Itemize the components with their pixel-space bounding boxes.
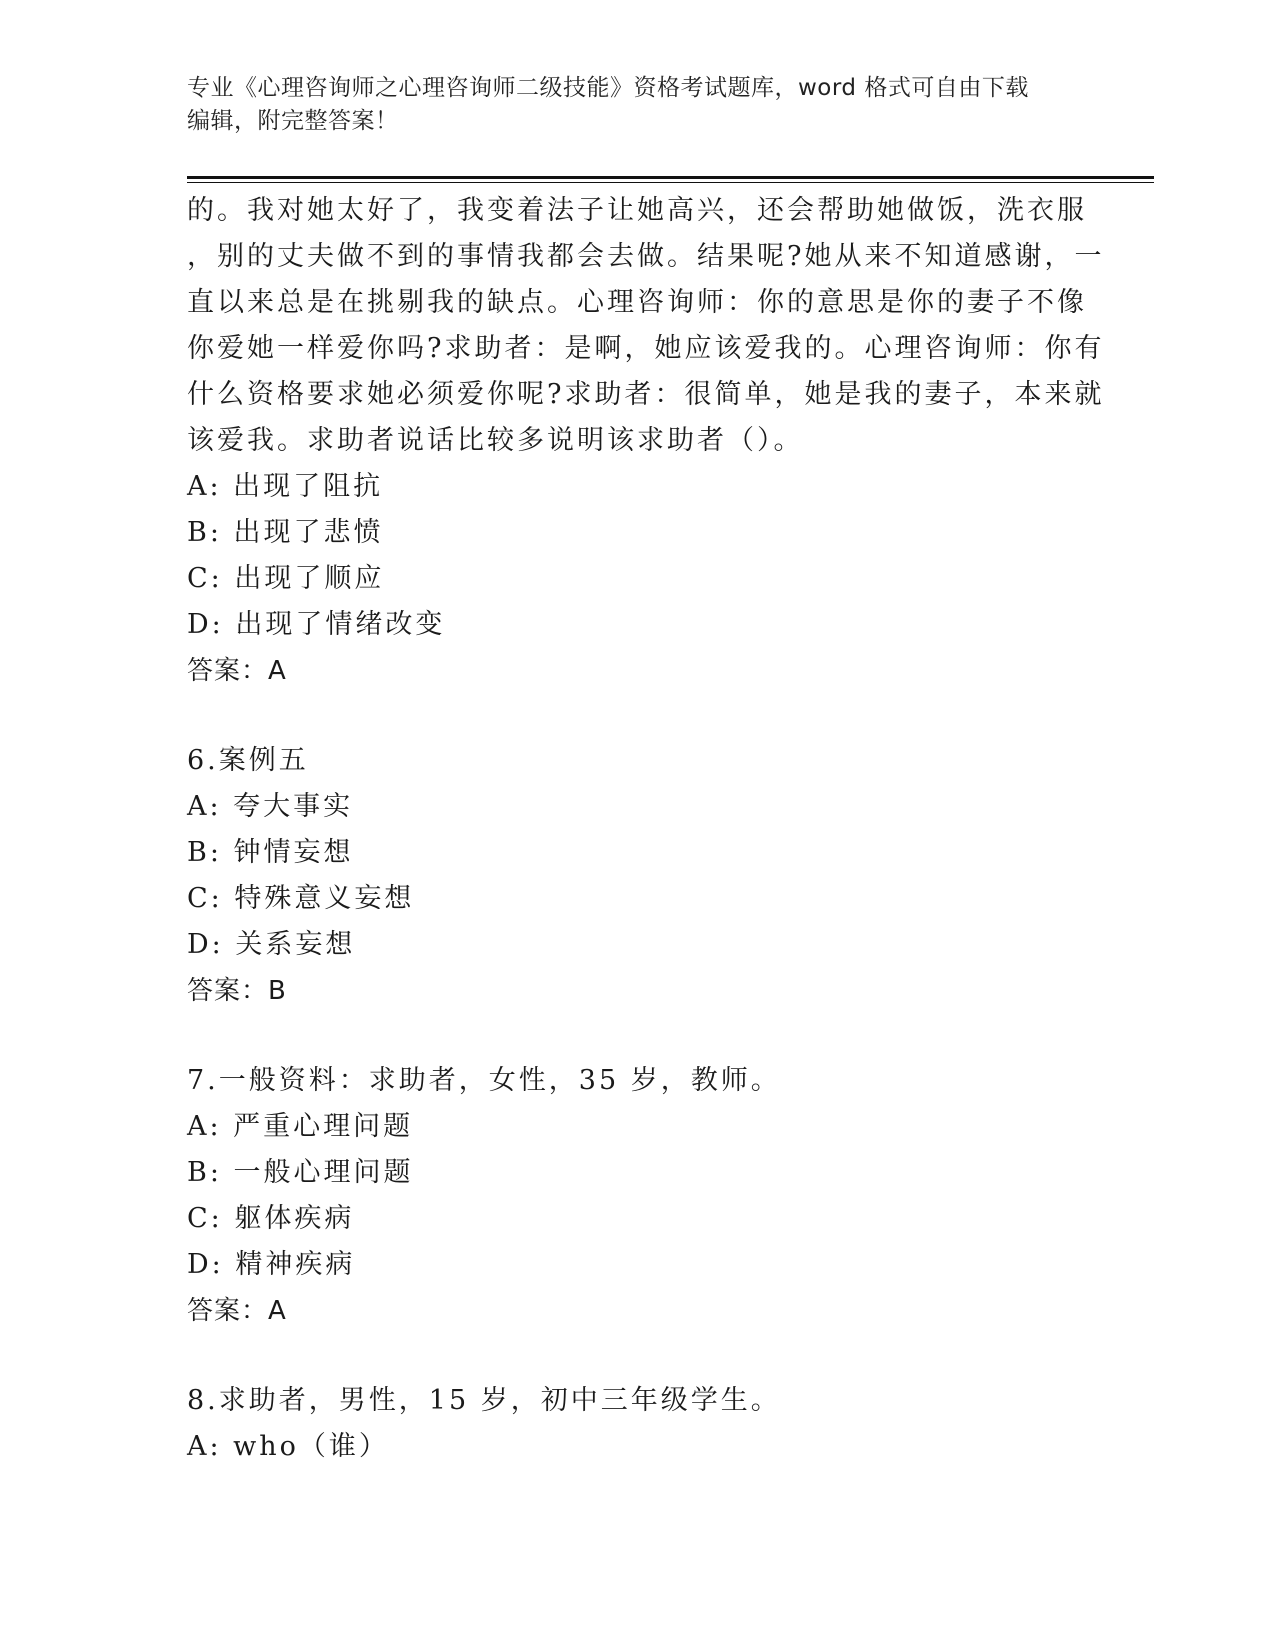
question-7 — [187, 1058, 1087, 1334]
question-text-line: 什么资格要求她必须爱你呢?求助者：很简单，她是我的妻子，本来就 — [187, 379, 1105, 410]
question-title: 6.案例五 — [187, 745, 309, 776]
question-title: 7.一般资料：求助者，女性，35 岁，教师。 — [187, 1065, 781, 1096]
question-text-line: 该爱我。求助者说话比较多说明该求助者（）。 — [187, 425, 804, 456]
question-title: 8.求助者，男性，15 岁，初中三年级学生。 — [187, 1385, 781, 1416]
option-d: D: 出现了情绪改变 — [187, 609, 446, 640]
question-text-line: ，别的丈夫做不到的事情我都会去做。结果呢?她从来不知道感谢，一 — [187, 241, 1105, 272]
option-d: D: 精神疾病 — [187, 1249, 356, 1280]
document-header — [187, 72, 1087, 138]
option-c: C: 出现了顺应 — [187, 563, 385, 594]
header-line-2: 编辑，附完整答案！ — [187, 108, 399, 134]
option-c: C: 躯体疾病 — [187, 1203, 355, 1234]
answer-line: 答案：A — [187, 1296, 287, 1326]
question-6 — [187, 738, 1087, 1014]
header-rule-thick — [187, 176, 1154, 179]
header-line-1: 专业《心理咨询师之心理咨询师二级技能》资格考试题库，word 格式可自由下载 — [187, 75, 1029, 101]
spacer — [187, 694, 1087, 738]
question-text-line: 的。我对她太好了，我变着法子让她高兴，还会帮助她做饭，洗衣服 — [187, 195, 1087, 226]
option-a: A: 出现了阻抗 — [187, 471, 384, 502]
question-text-line: 你爱她一样爱你吗?求助者：是啊，她应该爱我的。心理咨询师：你有 — [187, 333, 1105, 364]
answer-line: 答案：A — [187, 656, 287, 686]
option-a: A: who（谁） — [187, 1431, 389, 1462]
spacer — [187, 1014, 1087, 1058]
option-b: B: 出现了悲愤 — [187, 517, 384, 548]
question-5 — [187, 188, 1105, 694]
option-a: A: 夸大事实 — [187, 791, 354, 822]
header-rule-thin — [187, 182, 1154, 183]
question-text-line: 直以来总是在挑剔我的缺点。心理咨询师：你的意思是你的妻子不像 — [187, 287, 1087, 318]
question-content — [187, 188, 1105, 1470]
question-8 — [187, 1378, 1087, 1470]
option-d: D: 关系妄想 — [187, 929, 356, 960]
option-a: A: 严重心理问题 — [187, 1111, 414, 1142]
option-c: C: 特殊意义妄想 — [187, 883, 415, 914]
option-b: B: 钟情妄想 — [187, 837, 354, 868]
option-b: B: 一般心理问题 — [187, 1157, 414, 1188]
spacer — [187, 1334, 1087, 1378]
answer-line: 答案：B — [187, 976, 287, 1006]
